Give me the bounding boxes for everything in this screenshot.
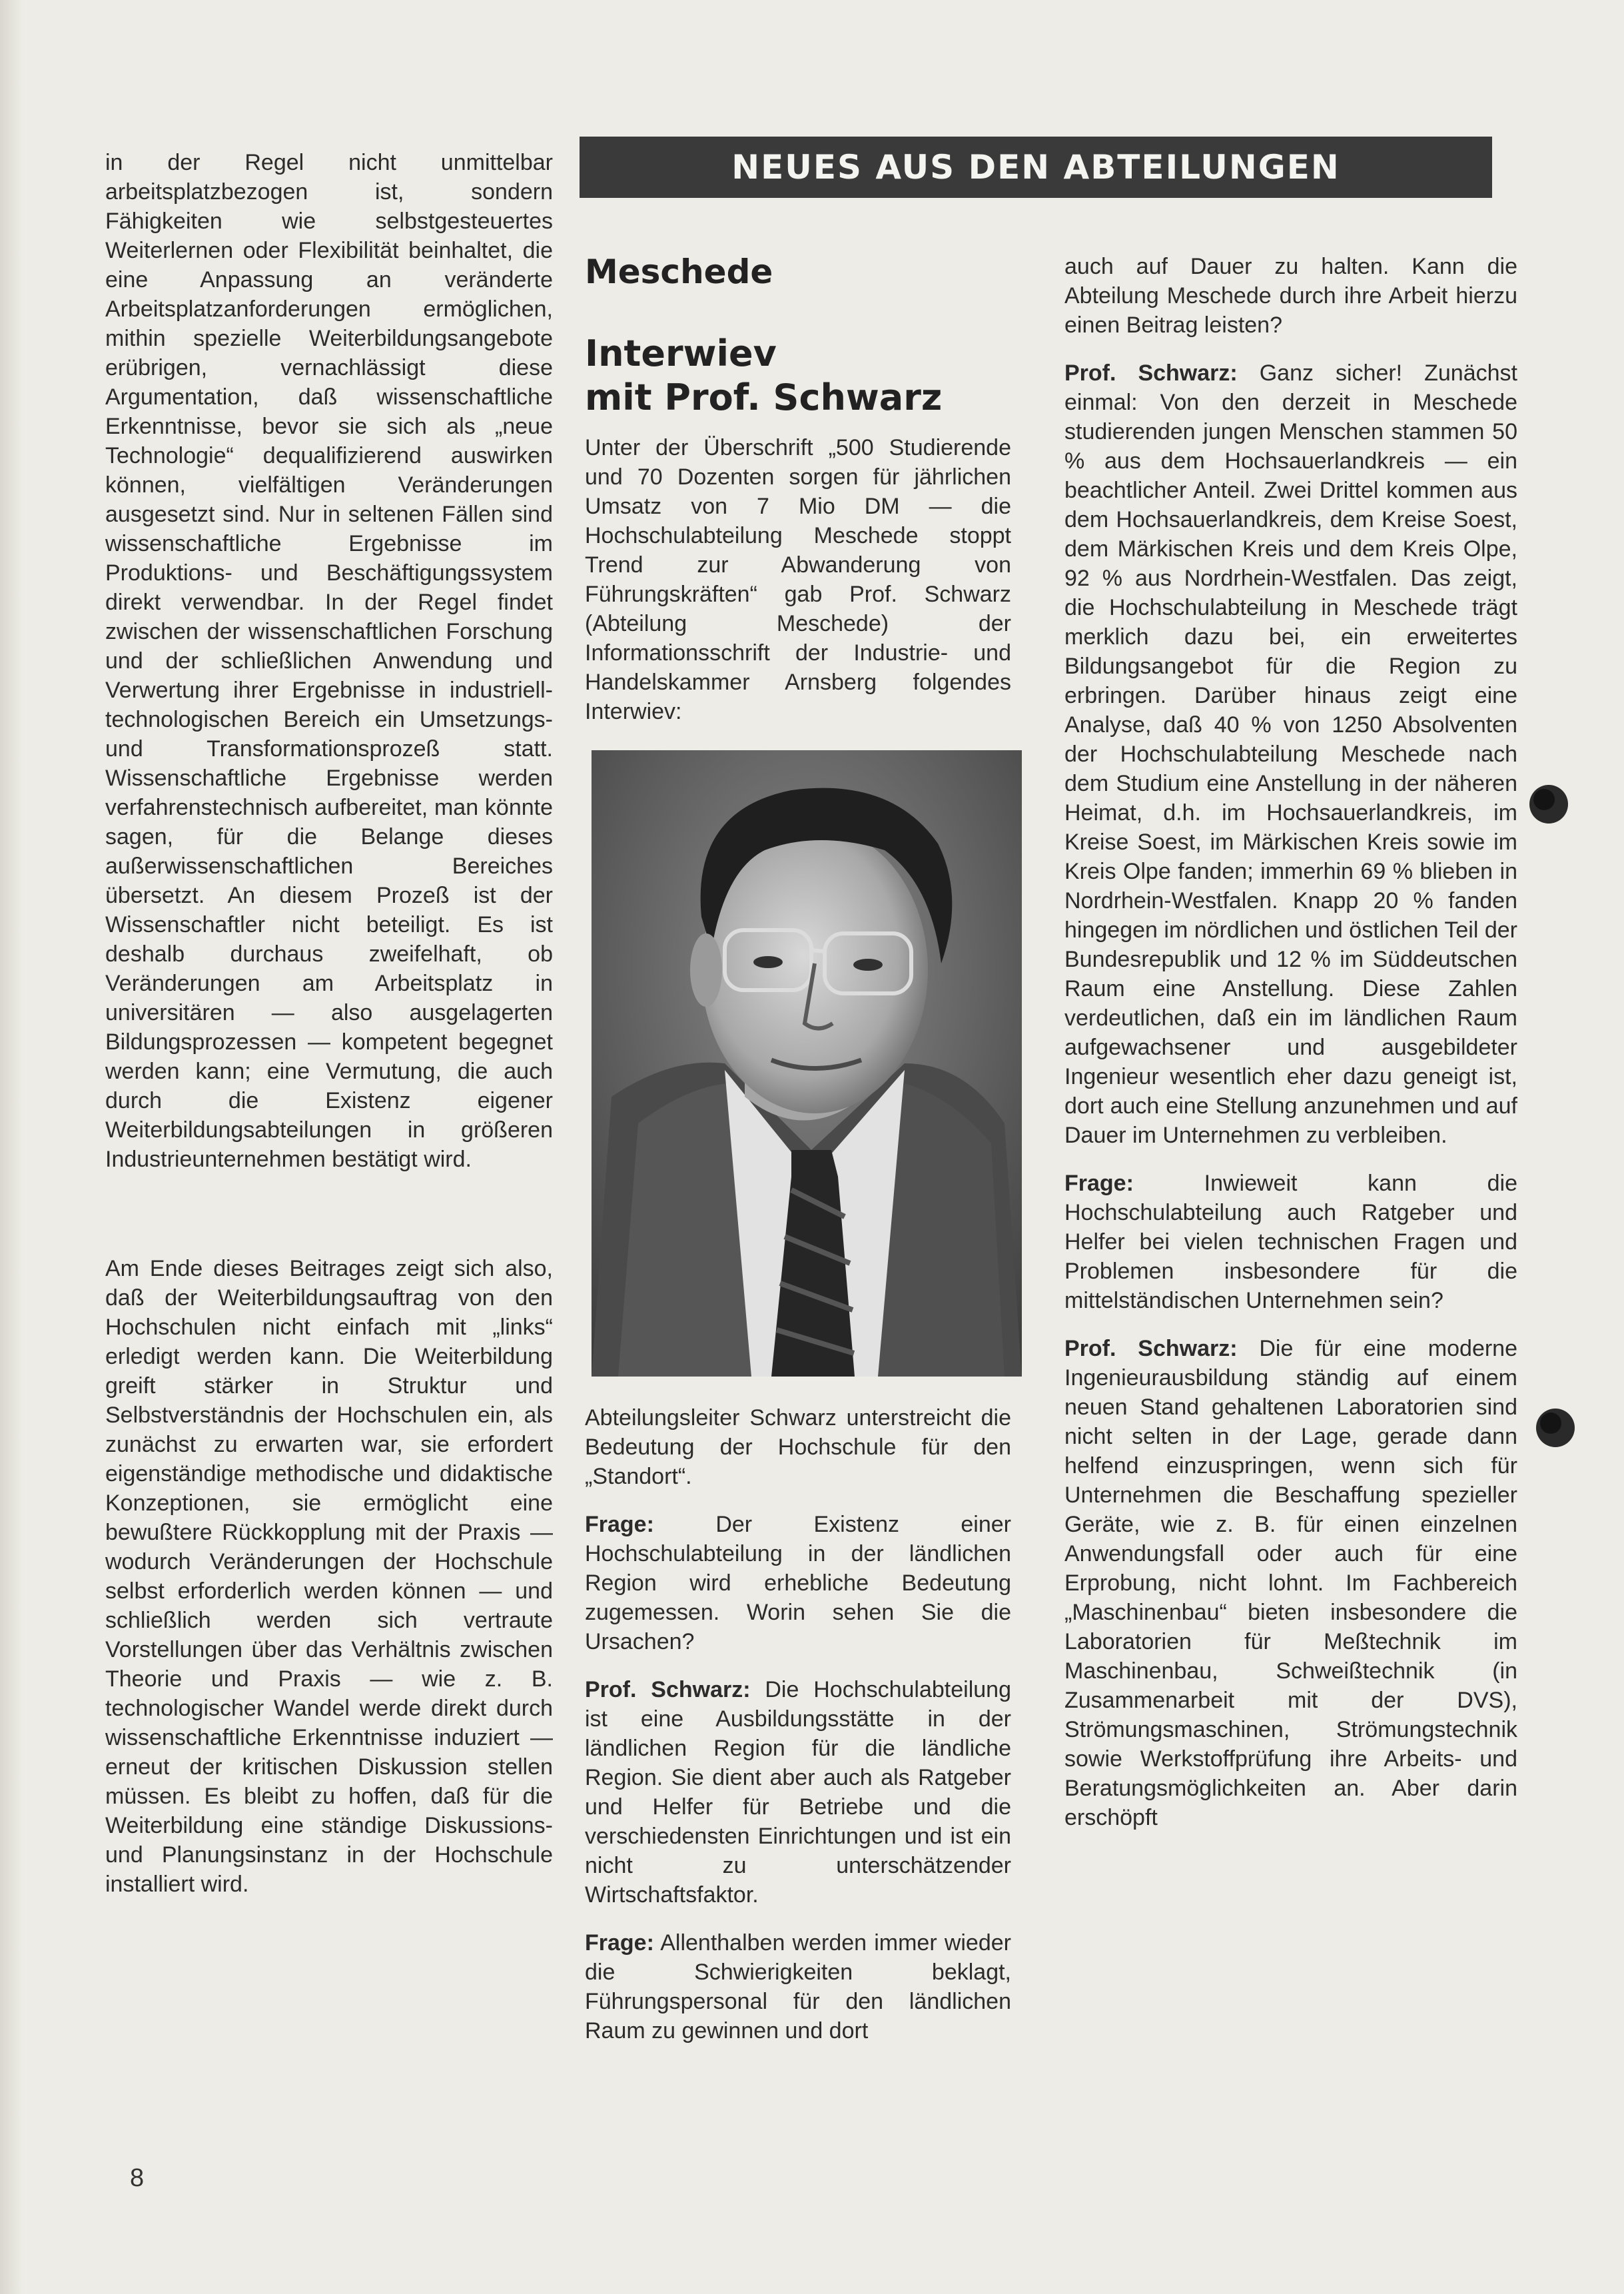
right-question-1 — [1064, 1169, 1517, 1315]
qa-text: Die Hochschulabteilung ist eine Ausbildungsstätte in der ländlichen Region für die ländliche Region. Sie dient aber auch als Ratgeber und Helfer für Betriebe und die verschiedensten Einrichtungen und ist ein nicht zu unterschätzender Wirtschaftsfaktor. — [585, 1677, 1011, 1908]
intro-paragraph: Unter der Überschrift „500 Studierende und 70 Dozenten sorgen für jährlichen Umsatz von 7 Mio DM — die Hochschulabteilung Meschede stoppt Trend zur Abwanderung von Führungskräften“ gab Prof. Schwarz (Abteilung Meschede) der Informationsschrift der Industrie- und Handelskammer Arnsberg folgendes Interwiev: — [585, 435, 1011, 724]
qa-label: Frage: — [585, 1930, 654, 1956]
mid-question-2 — [585, 1928, 1011, 2045]
qa-label: Frage: — [585, 1512, 654, 1537]
qa-label: Prof. Schwarz: — [585, 1677, 751, 1702]
qa-text: Allenthalben werden immer wieder die Schwierigkeiten beklagt, Führungspersonal für den ländlichen Raum zu gewinnen und dort — [585, 1930, 1011, 2043]
left-paragraph-2: Am Ende dieses Beitrages zeigt sich also, daß der Weiterbildungsauftrag von den Hochschulen nicht einfach mit „links“ erledigt werden kann. Die Weiterbildung greift stärker in Struktur und Selbstverständnis der Hochschulen ein, als zunächst zu erwarten war, sie erfordert eigenständige methodische und didaktische Konzeptionen, sie ermöglicht eine bewußtere Rückkopplung mit der Praxis — wodurch Veränderungen der Hochschule selbst erforderlich werden können — und schließlich werden sich vertraute Vorstellungen über das Verhältnis zwischen Theorie und Praxis — wie z. B. technologischer Wandel werde direkt durch wissenschaftliche Erkenntnisse induziert — erneut der kritischen Diskussion stellen müssen. Es bleibt zu hoffen, daß für die Weiterbildung eine ständige Diskussions- und Planungsinstanz in der Hochschule installiert wird. — [105, 1256, 553, 1897]
qa-label: Prof. Schwarz: — [1064, 1336, 1238, 1361]
qa-text: Die für eine moderne Ingenieurausbildung ständig auf einem neuen Stand gehaltenen Laboratorien sind nicht selten in der Lage, gerade dann helfend einzuspringen, wenn sich für Unternehmen die Beschaffung spezieller Geräte, wie z. B. für einen einzelnen Anwendungsfall oder auch für eine Erprobung, nicht lohnt. Im Fachbereich „Maschinenbau“ bieten insbesondere die Laboratorien für Meßtechnik im Maschinenbau, Schweißtechnik (in Zusammenarbeit mit der DVS), Strömungsmaschinen, Strömungstechnik sowie Werkstoffprüfung ihre Arbeits- und Beratungsmöglichkeiten an. Aber darin erschöpft — [1064, 1336, 1517, 1830]
qa-text: Ganz sicher! Zunächst einmal: Von den derzeit in Meschede studierenden jungen Menschen stammen 50 % aus dem Hochsauerlandkreis — ein beachtlicher Anteil. Zwei Drittel kommen aus dem Hochsauerlandkreis, dem Kreise Soest, dem Märkischen Kreis und dem Kreis Olpe, 92 % aus Nordrhein-Westfalen. Das zeigt, die Hochschulabteilung in Meschede trägt merklich dazu bei, ein erweitertes Bildungsangebot für die Region zu erbringen. Darüber hinaus zeigt eine Analyse, daß 40 % von 1250 Absolventen der Hochschulabteilung Meschede nach dem Studium eine Anstellung in der näheren Heimat, d.h. im Hochsauerlandkreis, im Kreise Soest, im Märkischen Kreis sowie im Kreis Olpe fanden; immerhin 69 % blieben in Nordrhein-Westfalen. Knapp 20 % fanden hingegen im nördlichen und östlichen Teil der Bundesrepublik und 12 % im Süddeutschen Raum eine Anstellung. Diese Zahlen verdeutlichen, daß ein im ländlichen Raum aufgewachsener und ausgebildeter Ingenieur wesentlich eher dazu geneigt ist, dort auch eine Stellung anzunehmen und auf Dauer im Unternehmen zu verbleiben. — [1064, 360, 1517, 1148]
article-locality: Meschede — [585, 253, 773, 291]
right-answer-2 — [1064, 1334, 1517, 1832]
right-lead-text: auch auf Dauer zu halten. Kann die Abteilung Meschede durch ihre Arbeit hierzu einen Beitrag leisten? — [1064, 254, 1517, 338]
headline-line-2: mit Prof. Schwarz — [585, 376, 943, 418]
portrait-illustration — [592, 750, 1022, 1377]
page-number: 8 — [130, 2164, 145, 2192]
section-banner: NEUES AUS DEN ABTEILUNGEN — [580, 137, 1492, 198]
photo-caption: Abteilungsleiter Schwarz unterstreicht die Bedeutung der Hochschule für den „Standort“. — [585, 1405, 1011, 1489]
article-headline — [585, 332, 1011, 420]
punch-hole-bottom — [1536, 1409, 1575, 1447]
page-edge-shadow — [0, 0, 23, 2294]
qa-label: Frage: — [1064, 1171, 1134, 1196]
mid-question-1 — [585, 1510, 1011, 1656]
mid-answer-1 — [585, 1675, 1011, 1910]
punch-hole-top — [1529, 785, 1568, 824]
middle-column — [585, 252, 1011, 2045]
headline-line-1: Interwiev — [585, 332, 777, 374]
qa-label: Prof. Schwarz: — [1064, 360, 1238, 386]
qa-text: Der Existenz einer Hochschulabteilung in der ländlichen Region wird erhebliche Bedeutung zugemessen. Worin sehen Sie die Ursachen? — [585, 1512, 1011, 1654]
left-column — [105, 148, 553, 1899]
left-paragraph-1: in der Regel nicht unmittelbar arbeitsplatzbezogen ist, sondern Fähigkeiten wie selbstgesteuertes Weiterlernen oder Flexibilität beinhaltet, die eine Anpassung an veränderte Arbeitsplatzanforderungen ermöglichen, mithin spezielle Weiterbildungsangebote erübrigen, vernachlässigt diese Argumentation, daß wissenschaftliche Erkenntnisse, bevor sie sich als „neue Technologie“ dequalifizierend auswirken können, vielfältigen Veränderungen ausgesetzt sind. Nur in seltenen Fällen sind wissenschaftliche Ergebnisse im Produktions- und Beschäftigungssystem direkt verwendbar. In der Regel findet zwischen der wissenschaftlichen Forschung und der schließlichen Anwendung und Verwertung ihrer Ergebnisse in industriell-technologischen Bereich ein Umsetzungs- und Transformationsprozeß statt. Wissenschaftliche Ergebnisse werden verfahrenstechnisch aufbereitet, man könnte sagen, für die Belange dieses außerwissenschaftlichen Bereiches übersetzt. An diesem Prozeß ist der Wissenschaftler nicht beteiligt. Es ist deshalb durchaus zweifelhaft, ob Veränderungen am Arbeitsplatz in universitären — also ausgelagerten Bildungsprozessen — kompetent begegnet werden kann; eine Vermutung, die auch durch die Existenz eigener Weiterbildungsabteilungen in größeren Industrieunternehmen bestätigt wird. — [105, 150, 553, 1172]
qa-text: Inwieweit kann die Hochschulabteilung auch Ratgeber und Helfer bei vielen technischen Fragen und Problemen insbesondere für die mittelständischen Unternehmen sein? — [1064, 1171, 1517, 1313]
portrait-photo — [592, 750, 1022, 1377]
right-answer-1 — [1064, 358, 1517, 1150]
right-column — [1064, 252, 1517, 1832]
